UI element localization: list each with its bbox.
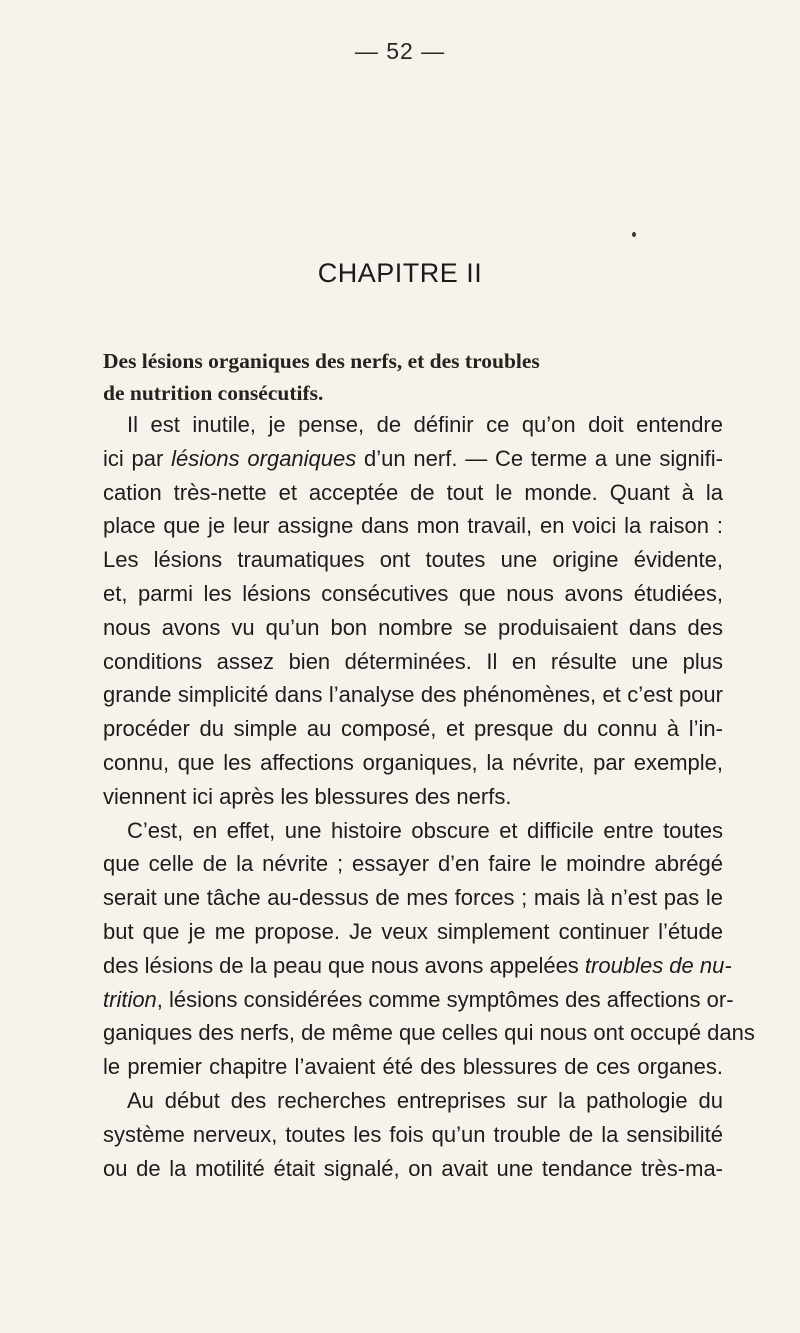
paragraph-1 [103,408,723,814]
text-line: ou de la motilité était signalé, on avait une tendance très-ma- [103,1155,723,1181]
text-line: conditions assez bien déterminées. Il en résulte une plus [103,648,723,674]
paragraph-3 [103,1084,723,1185]
text-line: procéder du simple au composé, et presque du connu à l’in- [103,716,723,742]
page-number: — 52 — [354,38,446,64]
text-line: des lésions de la peau que nous avons appelées troubles de nu- [103,952,732,978]
section-heading-line: Des lésions organiques des nerfs, et des troubles [103,349,540,373]
ink-speck [632,232,636,237]
text-line: grande simplicité dans l’analyse des phénomènes, et c’est pour [103,682,723,708]
chapter-title: CHAPITRE II [317,258,483,288]
text-line: système nerveux, toutes les fois qu’un trouble de la sensibilité [103,1121,723,1147]
text-line: Au début des recherches entreprises sur la pathologie du [127,1087,723,1113]
text-line: et, parmi les lésions consécutives que nous avons étudiées, [103,580,723,606]
text-line: Les lésions traumatiques ont toutes une origine évidente, [103,547,723,573]
section-heading [103,345,703,409]
text-line: que celle de la névrite ; essayer d’en faire le moindre abrégé [103,851,723,877]
text-line: serait une tâche au-dessus de mes forces ; mais là n’est pas le [103,885,723,911]
text-line: nous avons vu qu’un bon nombre se produisaient dans des [103,614,723,640]
text-line: connu, que les affections organiques, la névrite, par exemple, [103,749,723,775]
section-heading-line: de nutrition consécutifs. [103,381,324,405]
text-line: but que je me propose. Je veux simplement continuer l’étude [103,918,723,944]
text-line: viennent ici après les blessures des nerfs. [103,783,512,809]
text-line: le premier chapitre l’avaient été des blessures de ces organes. [103,1054,723,1080]
text-line: ganiques des nerfs, de même que celles qui nous ont occupé dans [103,1020,755,1046]
text-line: place que je leur assigne dans mon travail, en voici la raison : [103,513,723,539]
text-line: cation très-nette et acceptée de tout le monde. Quant à la [103,479,723,505]
text-line: C’est, en effet, une histoire obscure et difficile entre toutes [127,817,723,843]
text-line: trition, lésions considérées comme symptômes des affections or- [103,986,734,1012]
body-text [103,408,755,1185]
text-line: Il est inutile, je pense, de définir ce qu’on doit entendre [127,412,723,437]
paragraph-2 [103,814,755,1084]
text-line: ici par lésions organiques d’un nerf. — Ce terme a une signifi- [103,445,723,471]
